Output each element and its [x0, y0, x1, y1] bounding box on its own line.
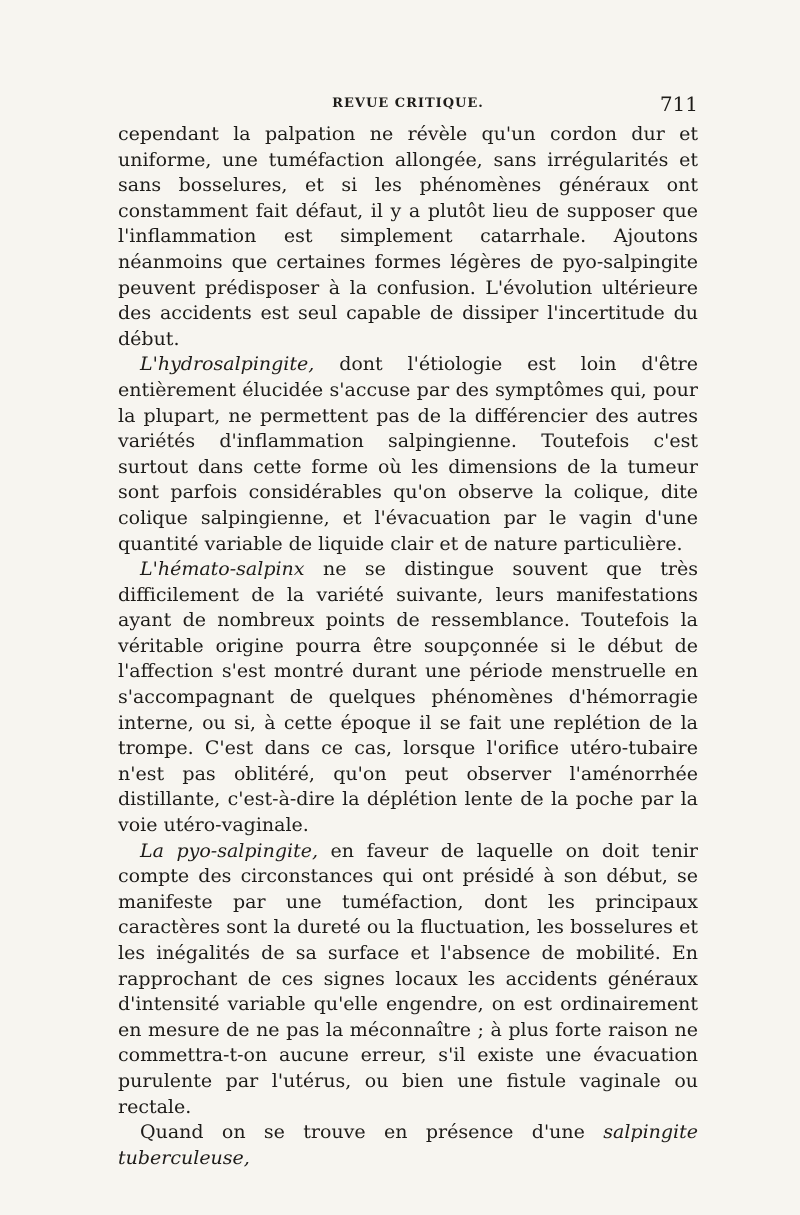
page-header	[118, 92, 698, 122]
page-number: 711	[659, 92, 698, 116]
paragraph-salpingite-tuberculeuse	[118, 1120, 698, 1171]
paragraph-text: Quand on se trouve en présence d'une	[140, 1121, 604, 1144]
paragraph-pyo-salpingite	[118, 839, 698, 1121]
running-title: REVUE CRITIQUE.	[332, 96, 484, 111]
paragraph-text: en faveur de laquelle on doit tenir compte des circonstances qui ont présidé à son début, se manifeste par une tuméfaction, dont les principaux caractères sont la dureté ou la fluctuation, les bosselures et les inégalités de sa surface et l'absence de mobilité. En rapprochant de ces signes locaux les accidents généraux d'intensité variable qu'elle engendre, on est ordinairement en mesure de ne pas la méconnaître ; à plus forte raison ne commettra-t-on aucune erreur, s'il existe une évacuation purulente par l'utérus, ou bien une fistule vaginale ou rectale.	[118, 839, 698, 1118]
book-page	[118, 92, 698, 1171]
paragraph-text: dont l'étiologie est loin d'être entièrement élucidée s'accuse par des symptômes qui, pour la plupart, ne permettent pas de la différencier des autres variétés d'inflammation salpingienne. Toutefois c'est surtout dans cette forme où les dimensions de la tumeur sont parfois considérables qu'on observe la colique, dite colique salpingienne, et l'évacuation par le vagin d'une quantité variable de liquide clair et de nature particulière.	[118, 353, 698, 555]
term-hemato-salpinx: L'hémato-salpinx	[140, 558, 305, 581]
term-pyo-salpingite: La pyo-salpingite,	[140, 839, 319, 862]
term-hydrosalpingite: L'hydrosalpingite,	[140, 353, 315, 376]
paragraph-hemato-salpinx	[118, 557, 698, 839]
paragraph-1	[118, 122, 698, 352]
term-salpingite-tuberculeuse: salpingite tuberculeuse,	[118, 1121, 698, 1169]
paragraph-text: cependant la palpation ne révèle qu'un cordon dur et uniforme, une tuméfaction allongée, sans irrégularités et sans bosselures, et si les phénomènes généraux ont constamment fait défaut, il y a plutôt lieu de supposer que l'inflammation est simplement catarrhale. Ajoutons néanmoins que certaines formes légères de pyo-salpingite peuvent prédisposer à la confusion. L'évolution ultérieure des accidents est seul capable de dissiper l'incertitude du début.	[118, 123, 698, 350]
paragraph-hydrosalpingite	[118, 352, 698, 557]
paragraph-text: ne se distingue souvent que très difficilement de la variété suivante, leurs manifestations ayant de nombreux points de ressemblance. Toutefois la véritable origine pourra être soupçonnée si le début de l'affection s'est montré durant une période menstruelle en s'accompagnant de quelques phénomènes d'hémorragie interne, ou si, à cette époque il se fait une replétion de la trompe. C'est dans ce cas, lorsque l'orifice utéro-tubaire n'est pas oblitéré, qu'on peut observer l'aménorrhée distillante, c'est-à-dire la déplétion lente de la poche par la voie utéro-vaginale.	[118, 558, 698, 837]
